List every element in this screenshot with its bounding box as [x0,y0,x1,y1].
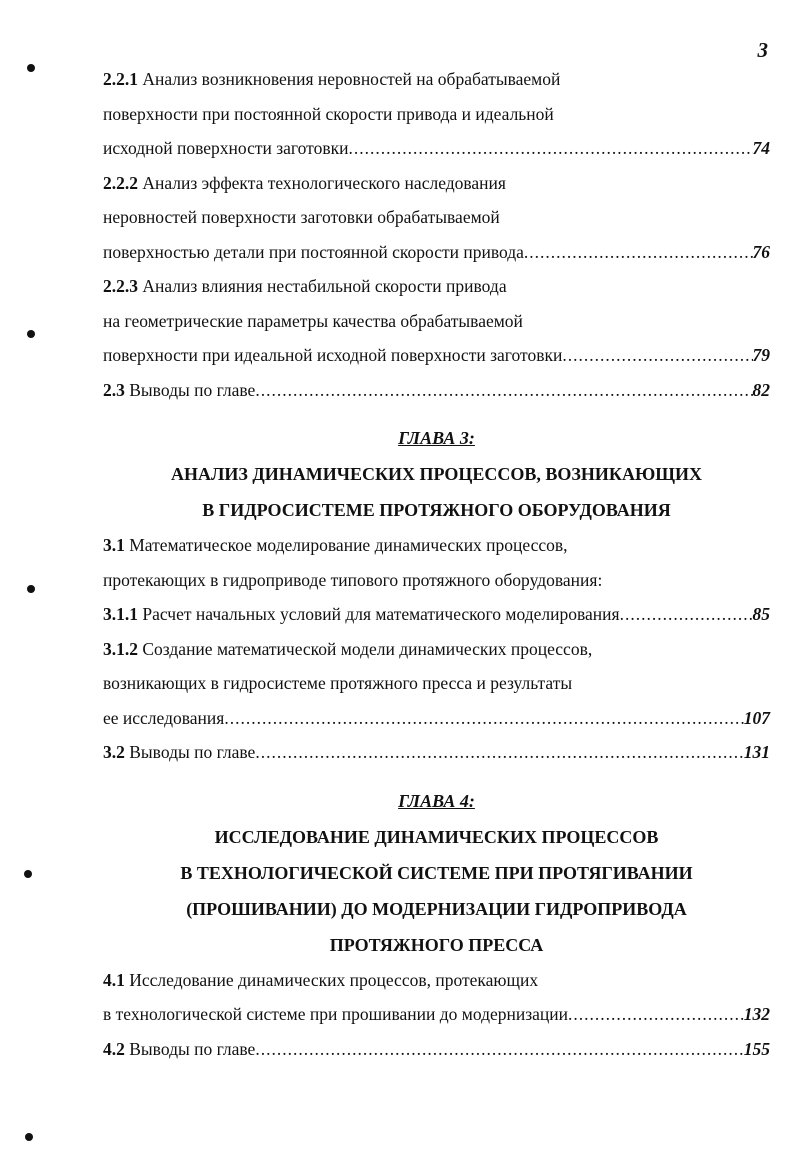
entry-text: Выводы по главе [129,379,256,400]
toc-entry-leader-line [103,997,770,1032]
page-ref: 131 [743,742,770,762]
entry-text: Исследование динамических процессов, протекающих [129,969,539,990]
page-ref: 155 [743,1038,770,1059]
toc-entry-leader-line [103,373,770,408]
toc-entry-text: протекающих в гидроприводе типового протяжного оборудования: [103,569,603,590]
dot-leader [348,131,752,166]
entry-text: Расчет начальных условий для математического моделирования [142,604,620,624]
section-number: 3.2 [103,742,125,762]
dot-leader [255,373,752,408]
toc-entry-text: поверхности при постоянной скорости привода и идеальной [103,103,554,124]
toc-entry-text: возникающих в гидросистеме протяжного пресса и результаты [103,673,573,693]
toc-entry-leader-line [103,597,770,632]
table-of-contents [103,62,770,1066]
entry-text: поверхности при идеальной исходной поверхности заготовки [103,345,563,365]
section-number: 3.1 [103,535,125,555]
entry-text: Математическое моделирование динамических процессов, [129,535,568,555]
toc-entry-leader-line [103,131,770,166]
page-number: 3 [757,38,768,62]
dot-leader [524,235,753,270]
page-ref: 76 [752,241,770,262]
entry-text: Анализ возникновения неровностей на обрабатываемой [142,69,561,89]
page-ref: 132 [743,1004,770,1024]
entry-text [103,1032,255,1067]
dot-leader [620,597,753,632]
dot-leader [255,735,743,770]
entry-text: исходной поверхности заготовки [103,138,349,158]
page-ref: 82 [752,379,770,400]
entry-text: Анализ эффекта технологического наследования [142,172,506,193]
section-number: 4.2 [103,1038,125,1059]
entry-text [103,735,255,770]
entry-text: Создание математической модели динамических процессов, [142,638,593,659]
chapter-label: ГЛАВА 3: [398,428,475,448]
entry-text: Выводы по главе [129,1038,256,1059]
chapter-title: АНАЛИЗ ДИНАМИЧЕСКИХ ПРОЦЕССОВ, ВОЗНИКАЮЩИХ [170,464,703,484]
binding-hole-mark [27,64,35,72]
section-number: 4.1 [103,969,125,990]
page-ref: 85 [752,604,770,624]
dot-leader [568,997,744,1032]
toc-entry-leader-line [103,338,770,373]
entry-text: Выводы по главе [129,742,256,762]
binding-hole-mark [25,1133,33,1141]
dot-leader [255,1032,743,1067]
toc-entry-leader-line [103,1032,770,1067]
section-number: 2.2.3 [103,276,138,296]
chapter-title: В ТЕХНОЛОГИЧЕСКОЙ СИСТЕМЕ ПРИ ПРОТЯГИВАНИИ [180,862,693,883]
toc-entry-text [103,632,770,667]
page-ref: 107 [743,707,770,728]
entry-text: ее исследования [103,707,225,728]
section-number: 2.3 [103,379,125,400]
toc-entry-leader-line [103,735,770,770]
toc-entry-text [103,963,770,998]
entry-text [103,597,620,632]
dot-leader [224,701,743,736]
toc-entry-text: неровностей поверхности заготовки обрабатываемой [103,207,500,227]
toc-entry-text [103,528,770,563]
toc-entry-leader-line [103,235,770,270]
entry-text: в технологической системе при прошивании до модернизации [103,1004,568,1024]
chapter-label: ГЛАВА 4: [398,790,475,811]
toc-entry-leader-line [103,701,770,736]
toc-entry-text: на геометрические параметры качества обрабатываемой [103,310,523,331]
chapter-title: ПРОТЯЖНОГО ПРЕССА [329,934,544,955]
page-ref: 74 [752,138,770,158]
page-ref: 79 [752,345,770,365]
binding-hole-mark [27,330,35,338]
chapter-title: ИССЛЕДОВАНИЕ ДИНАМИЧЕСКИХ ПРОЦЕССОВ [214,826,659,847]
section-number: 2.2.2 [103,172,138,193]
entry-text [103,373,255,408]
chapter-title: (ПРОШИВАНИИ) ДО МОДЕРНИЗАЦИИ ГИДРОПРИВОДА [186,898,687,919]
section-number: 2.2.1 [103,69,138,89]
section-number: 3.1.1 [103,604,138,624]
entry-text: Анализ влияния нестабильной скорости привода [142,276,507,296]
chapter-title: В ГИДРОСИСТЕМЕ ПРОТЯЖНОГО ОБОРУДОВАНИЯ [202,500,671,520]
entry-text: поверхностью детали при постоянной скорости привода [103,241,524,262]
toc-entry-text [103,166,770,201]
binding-hole-mark [24,870,32,878]
dot-leader [562,338,752,373]
toc-entry-text [103,269,770,304]
section-number: 3.1.2 [103,638,138,659]
toc-entry-text [103,62,770,97]
binding-hole-mark [27,585,35,593]
